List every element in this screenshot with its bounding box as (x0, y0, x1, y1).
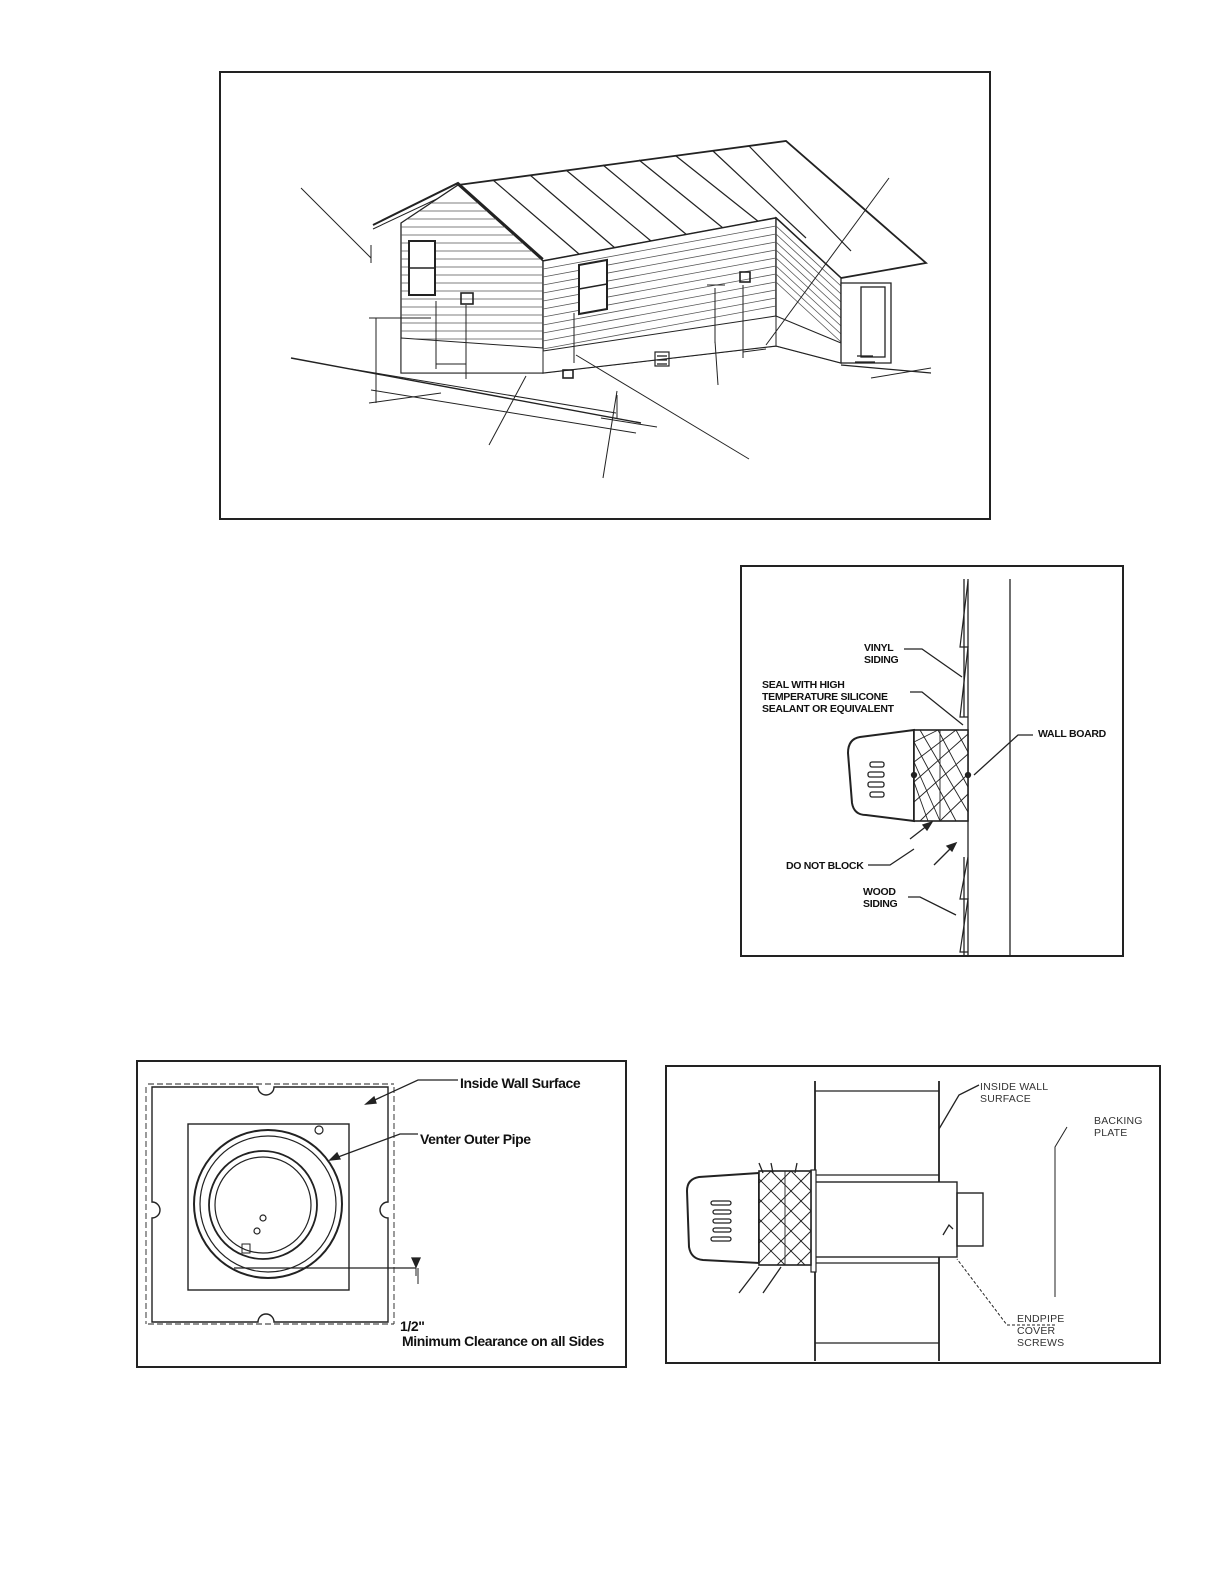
do-not-block-label: DO NOT BLOCK (786, 860, 864, 872)
seal-line-2: TEMPERATURE SILICONE (762, 691, 888, 704)
endpipe-line-1: ENDPIPE (1017, 1313, 1065, 1325)
backing-plate-line-2: PLATE (1094, 1127, 1128, 1140)
vinyl-siding-label (864, 642, 898, 666)
wood-siding-label (863, 886, 897, 910)
seal-line-3: SEALANT OR EQUIVALENT (762, 703, 894, 716)
front-view-drawing (138, 1062, 629, 1370)
clearance-value-label: 1/2" (400, 1318, 425, 1334)
wood-siding-line-2: SIDING (863, 898, 898, 911)
seal-line-1: SEAL WITH HIGH (762, 679, 845, 691)
inside-wall-surface-label (980, 1081, 1048, 1105)
wood-siding-line-1: WOOD (863, 886, 896, 898)
vinyl-siding-line-1: VINYL (864, 642, 894, 654)
house-vent-location-figure (219, 71, 991, 520)
endpipe-cover-screws-label (1017, 1313, 1065, 1349)
venter-outer-pipe-label: Venter Outer Pipe (420, 1131, 531, 1147)
vent-front-clearance-figure (136, 1060, 627, 1368)
vent-wall-section-figure (665, 1065, 1161, 1364)
wall-board-label: WALL BOARD (1038, 728, 1106, 740)
front-inside-wall-surface-label: Inside Wall Surface (460, 1075, 581, 1091)
backing-plate-line-1: BACKING (1094, 1115, 1143, 1127)
backing-plate-label (1094, 1115, 1143, 1139)
side-section-drawing (742, 567, 1126, 959)
endpipe-line-2: COVER (1017, 1325, 1056, 1338)
wall-section-drawing (667, 1067, 1163, 1366)
vent-side-section-figure (740, 565, 1124, 957)
house-drawing (221, 73, 993, 522)
inside-wall-surface-line-1: INSIDE WALL (980, 1081, 1049, 1093)
endpipe-line-3: SCREWS (1017, 1337, 1065, 1350)
clearance-text-label: Minimum Clearance on all Sides (402, 1333, 604, 1349)
vinyl-siding-line-2: SIDING (864, 654, 899, 667)
seal-label (762, 679, 894, 715)
inside-wall-surface-line-2: SURFACE (980, 1093, 1031, 1106)
